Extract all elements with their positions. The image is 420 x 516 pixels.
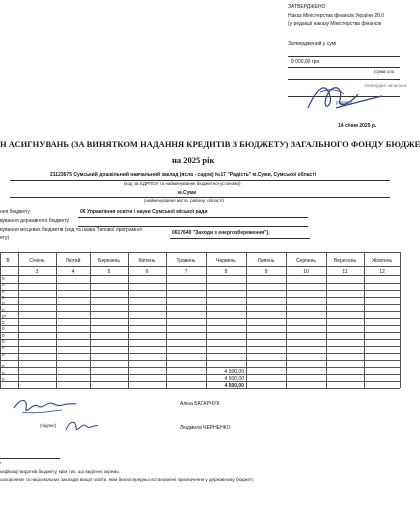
signature-2-icon — [62, 416, 102, 438]
approved-sum-value: 9 000,00 грн — [291, 59, 320, 65]
budget-value: 06 Управління освіти і науки Сумської міської ради — [80, 209, 208, 215]
header-month-9: Вересень — [333, 258, 357, 264]
approval-date: 14 січня 2025 р. — [338, 123, 377, 129]
table-row-code: 0 — [2, 276, 5, 281]
institution-hint: (код за ЄДРПОУ та найменування бюджетної установи) — [124, 181, 241, 186]
june-amount-1: 4 500,00 — [224, 369, 244, 375]
table-row-line — [0, 275, 400, 276]
footnote-rule — [0, 458, 60, 459]
table-row-line — [0, 388, 400, 389]
table-row-code: 0 — [2, 339, 5, 344]
table-row-code: 0 — [2, 332, 5, 338]
first-col-header: В — [6, 258, 10, 264]
table-row-code: 0 — [2, 376, 5, 382]
june-amount-2: 4 500,00 — [224, 376, 244, 382]
table-row-code: 0 — [2, 364, 5, 370]
head-hint: Затвердил начальнк — [364, 83, 407, 88]
document-year: на 2025 рік — [172, 155, 215, 165]
table-row-line — [0, 297, 400, 298]
table-row-line — [0, 353, 400, 354]
table-row-code: 0 — [2, 282, 5, 288]
approval-signature-icon — [300, 78, 390, 118]
header-month-4: Квітень — [138, 258, 156, 264]
header-month-10: Жовтень — [371, 258, 393, 264]
table-row-code: 0 — [2, 288, 5, 294]
table-row-line — [0, 301, 400, 307]
sum-words-hint: (сума сло — [374, 69, 395, 74]
col-number: 3 — [35, 269, 39, 275]
table-row-code: 0 — [2, 370, 5, 376]
footnote-marker: * — [0, 461, 2, 466]
approval-title: ЗАТВЕРДЖЕНО — [288, 4, 326, 10]
table-row-line — [0, 332, 400, 333]
table-row-line — [0, 339, 400, 340]
table-row-code: 0 — [2, 320, 5, 326]
table-row-code: 0 — [2, 326, 5, 332]
col-number: 11 — [342, 269, 348, 275]
col-number: 7 — [184, 269, 188, 275]
col-number: 8 — [224, 269, 228, 275]
table-col-line — [400, 252, 401, 388]
table-row-line — [0, 283, 400, 284]
table-row-code: 0* — [2, 313, 7, 319]
header-month-7: Липень — [257, 258, 275, 264]
col-number: 10 — [303, 269, 309, 275]
table-row-line — [0, 364, 400, 370]
table-row-line — [0, 318, 400, 319]
col-number: 5 — [107, 269, 111, 275]
rule — [288, 56, 400, 57]
rule — [170, 238, 310, 239]
signer-1-name: Аліна БАТАРЧУК — [180, 401, 220, 407]
table-row-line — [0, 252, 400, 253]
table-row-line — [0, 290, 400, 291]
col-number: 9 — [264, 269, 268, 275]
table-row-line — [0, 381, 400, 382]
table-row-line — [0, 325, 400, 326]
document-title: Н АСИГНУВАНЬ (ЗА ВИНЯТКОМ НАДАННЯ КРЕДИТІВ З БЮДЖЕТУ) ЗАГАЛЬНОГО ФОНДУ БЮДЖЕ — [0, 139, 420, 149]
local-budget-label2: ету) — [0, 235, 10, 241]
header-month-2: Лютий — [65, 258, 81, 264]
approval-order-line1: Наказ Міністерства фінансів України 28.0 — [288, 13, 385, 19]
local-budget-label: вування місцевих бюджетів (код та назва Типової програмної — [0, 227, 142, 233]
header-month-5: Травень — [176, 258, 196, 264]
approval-order-line2: (у редакції наказу Міністерства фінансів — [288, 21, 382, 27]
manager-label: вування державного бюджету — [0, 218, 69, 224]
table-col-line — [0, 252, 1, 388]
header-month-1: Січень — [29, 258, 45, 264]
col-number: 4 — [71, 269, 75, 275]
table-row-line — [0, 266, 400, 267]
city-hint: (найменування міста, району, області) — [144, 198, 224, 203]
june-total: 4 500,00 — [224, 383, 244, 389]
local-budget-value: 0617640 "Заходи з енергозбереження"), — [172, 230, 270, 236]
rule — [78, 217, 308, 218]
signature-hint: (підпис) — [40, 423, 57, 428]
budget-label: ння бюджету — [0, 209, 30, 215]
header-month-6: Червень — [216, 258, 236, 264]
rule — [288, 67, 400, 68]
table-row-code: 0 — [2, 307, 5, 313]
approved-sum-label: Затверджений у сумі — [288, 41, 337, 47]
signer-2-name: Людмила ЧЕРНЕНКО — [180, 425, 231, 431]
header-month-8: Серпень — [295, 258, 317, 264]
col-number: 12 — [379, 269, 385, 275]
table-row-line — [0, 346, 400, 347]
table-row-line — [0, 360, 400, 361]
institution-name: 21123675 Сумський дошкільний навчальний заклад (ясла - садок) №17 "Радість" м.Суми, Сумської області — [50, 172, 317, 178]
table-row-code: 0 — [2, 294, 5, 300]
approval-sign-hint: (підпис) — [336, 100, 353, 105]
table-row-code: 0 — [2, 345, 5, 351]
table-row-code: 0 — [2, 301, 5, 307]
footnote-line1: кафікації видатків бюджету, крім тих, що виділені окремо. — [0, 469, 121, 474]
col-number: 6 — [145, 269, 149, 275]
footnote-line2: оохоронних та національних закладів вищої освіти, якім безпосередньо встановлені призначення у державному бюджеті. — [0, 477, 255, 482]
table-row-code: 0 — [2, 351, 5, 357]
city: м.Суми — [178, 190, 197, 196]
header-month-3: Березень — [98, 258, 120, 264]
table-row-line — [0, 307, 400, 313]
